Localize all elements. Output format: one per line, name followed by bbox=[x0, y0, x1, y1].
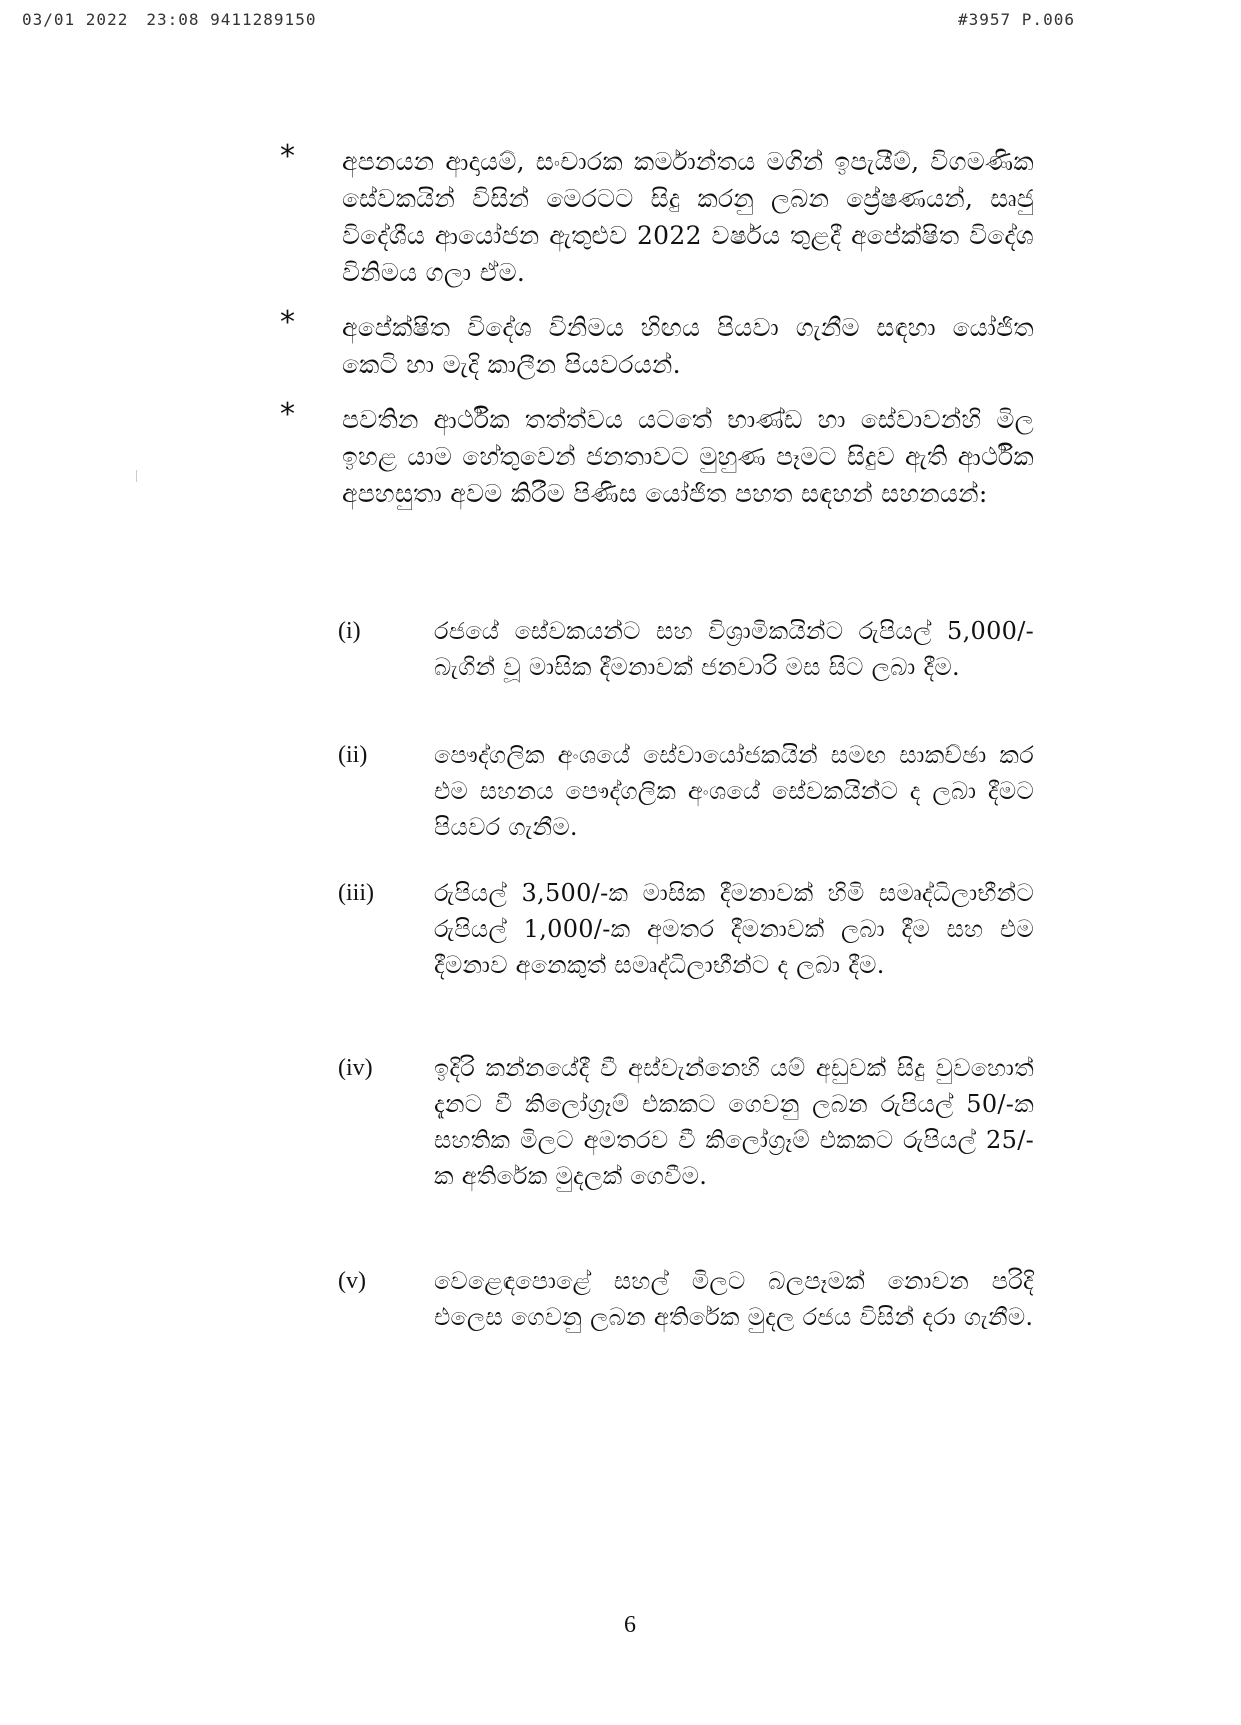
page-number: 6 bbox=[624, 1612, 636, 1638]
scan-margin-mark bbox=[136, 470, 137, 482]
fax-time-sender: 23:08 9411289150 bbox=[146, 10, 317, 29]
relief-item-number: (iii) bbox=[338, 880, 374, 906]
fax-header bbox=[0, 10, 1241, 36]
relief-item-text: රුපියල් 3,500/-ක මාසික දීමනාවක් හිමි සමෘද්ධිලාභීන්ට රුපියල් 1,000/-ක අමතර දීමනාවක් ලබා දීම සහ එම දීමනාව අනෙකුත් සමෘද්ධිලාභීන්ට ද ලබා දීම. bbox=[434, 879, 1034, 979]
relief-item-number: (v) bbox=[338, 1268, 366, 1294]
fax-date: 03/01 2022 bbox=[22, 10, 129, 29]
relief-item-text: පෞද්ගලික අංශයේ සේවායෝජකයින් සමඟ සාකච්ඡා කර එම සහනය පෞද්ගලික අංශයේ සේවකයින්ට ද ලබා දීමට පියවර ගැනීම. bbox=[434, 741, 1034, 841]
bullet-marker: * bbox=[280, 139, 295, 174]
bullet-marker: * bbox=[280, 397, 295, 432]
relief-item-text: රජයේ සේවකයන්ට සහ විශ්‍රාමිකයින්ට රුපියල් 5,000/- බැගින් වූ මාසික දීමනාවක් ජනවාරි මස සිට ලබා දීම. bbox=[434, 617, 1034, 681]
relief-item-number: (ii) bbox=[338, 742, 368, 768]
relief-item-number: (i) bbox=[338, 618, 361, 644]
fax-transmission-info bbox=[22, 10, 334, 29]
fax-page-ref: #3957 P.006 bbox=[958, 10, 1075, 29]
relief-item-text: ඉදිරි කන්නයේදී වී අස්වැන්නෙහි යම් අඩුවක් සිදු වුවහොත් දැනට වී කිලෝග්‍රෑම් එකකට ගෙවනු ලබන රුපියල් 50/-ක සහතික මිලට අමතරව වී කිලෝග්‍රෑම් එකකට රුපියල් 25/-ක අතිරේක මුදලක් ගෙවීම. bbox=[434, 1054, 1034, 1190]
relief-item-number: (iv) bbox=[338, 1055, 373, 1081]
bullet-text: අපනයන ආදායම්, සංචාරක කර්මාන්තය මගින් ඉපැයීම්, විගමණික සේවකයින් විසින් මෙරටට සිදු කරනු ලබන ප්‍රේෂණයන්, සෘජු විදේශීය ආයෝජන ඇතුළුව 2022 වර්ෂය තුළදී අපේක්ෂිත විදේශ විනිමය ගලා ඒම. bbox=[342, 147, 1034, 287]
relief-item-text: වෙළෙඳපොළේ සහල් මිලට බලපෑමක් නොවන පරිදි එලෙස ගෙවනු ලබන අතිරේක මුදල රජය විසින් දරා ගැනීම. bbox=[434, 1267, 1034, 1331]
bullet-text: පවතින ආර්ථික තත්ත්වය යටතේ භාණ්ඩ හා සේවාවන්හි මිල ඉහළ යාම හේතුවෙන් ජනතාවට මුහුණ පෑමට සිදුව ඇති ආර්ථික අපහසුතා අවම කිරීම පිණිස යෝජිත පහත සඳහන් සහනයන්: bbox=[342, 405, 1034, 508]
bullet-text: අපේක්ෂිත විදේශ විනිමය හිඟය පියවා ගැනීම සඳහා යෝජිත කෙටි හා මැදි කාලීන පියවරයන්. bbox=[342, 313, 1034, 379]
bullet-marker: * bbox=[280, 305, 295, 340]
